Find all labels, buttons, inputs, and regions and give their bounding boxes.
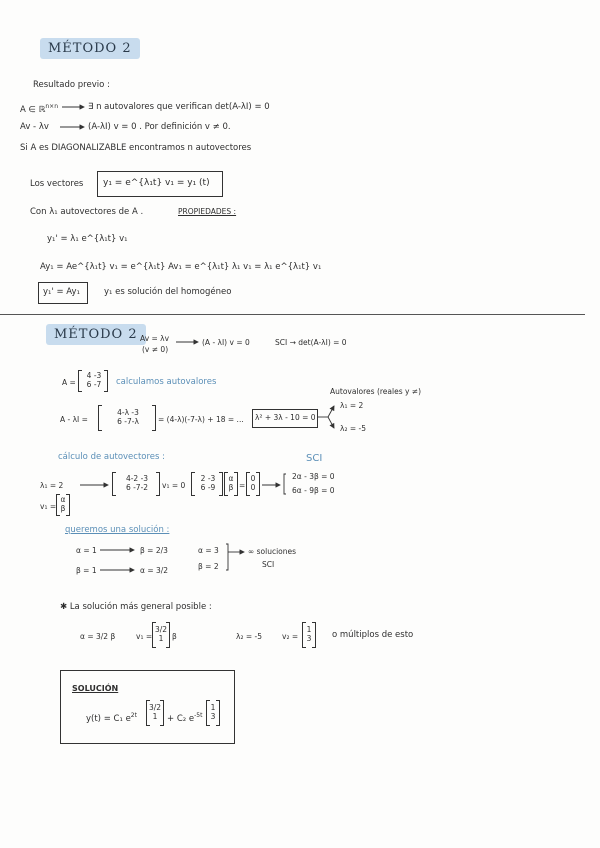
deriv-1: y₁' = λ₁ e^{λ₁t} v₁ <box>47 234 128 244</box>
AminusL-label: A - λI = <box>60 415 88 424</box>
equals-sign: = <box>239 481 246 490</box>
beta-factor: β <box>172 632 177 641</box>
lambda1-value: λ₁ = 2 <box>340 401 364 410</box>
system-eq-1: 2α - 3β = 0 <box>292 472 335 481</box>
arrow-4b <box>328 417 334 428</box>
sci-note: SCI <box>262 560 275 569</box>
AminusL-matrix: 4-λ -3 6 -7-λ <box>117 408 139 426</box>
v1b-label: v₁ = <box>136 632 153 641</box>
choice-1-result: β = 2/3 <box>140 546 168 555</box>
top-eq-1: Av = λv <box>140 334 170 343</box>
top-eq-4: SCI → det(A-λI) = 0 <box>275 338 347 347</box>
lambda1-eq: λ₁ = 2 <box>40 481 64 490</box>
v1-eq: v₁ = 0 <box>162 481 186 490</box>
v2-label: v₂ = <box>282 632 299 641</box>
lambda2-value: λ₂ = -5 <box>340 424 366 433</box>
calculamos-autovalores: calculamos autovalores <box>116 377 217 387</box>
line2-b: (A-λI) v = 0 . Por definición v ≠ 0. <box>88 122 231 132</box>
lambda2-eq: λ₂ = -5 <box>236 632 262 641</box>
top-eq-3: (A - λI) v = 0 <box>202 338 250 347</box>
line1-a: A ∈ ℝ$^{n\times n}$ <box>20 103 58 115</box>
matrix-reduced: 2 -3 6 -9 <box>200 474 216 492</box>
alpha-equation: α = 3/2 β <box>80 632 116 641</box>
infinite-solutions: ∞ soluciones <box>248 547 297 556</box>
system-brace <box>284 474 286 494</box>
v1-vector: α β <box>60 495 66 513</box>
solution-title: SOLUCIÓN <box>72 684 119 693</box>
arrow-4a <box>328 406 334 417</box>
section1-title: MÉTODO 2 <box>40 38 140 59</box>
choice-brace <box>226 544 228 570</box>
choice-2-result: α = 3/2 <box>140 566 169 575</box>
A-label: A = <box>62 378 76 387</box>
v1-label: v₁ = <box>40 502 57 511</box>
deriv-3-expr: y₁' = Ay₁ <box>43 287 80 297</box>
line1-b: ∃ n autovalores que verifican det(A-λI) = 0 <box>88 102 270 112</box>
top-eq-2: (v ≠ 0) <box>142 345 169 354</box>
autovalores-note: Autovalores (reales y ≠) <box>330 387 422 396</box>
section2-title: MÉTODO 2 <box>46 324 146 345</box>
matrix-lambda1: 4-2 -3 6 -7-2 <box>125 474 149 492</box>
vector-alpha-beta: α β <box>228 474 234 492</box>
solution-vector-1: 3/2 1 <box>148 703 162 721</box>
system-eq-2: 6α - 9β = 0 <box>292 486 335 495</box>
line3: Si A es DIAGONALIZABLE encontramos n autovectores <box>20 143 252 153</box>
A-matrix: 4 -3 6 -7 <box>86 371 102 389</box>
con-autovectores: Con λ₁ autovectores de A . <box>30 207 144 217</box>
sci-label: SCI <box>306 453 323 464</box>
deriv-2: Ay₁ = Ae^{λ₁t} v₁ = e^{λ₁t} Av₁ = e^{λ₁t} λ₁ v₁ = λ₁ e^{λ₁t} v₁ <box>40 262 322 272</box>
choice-4: β = 2 <box>198 562 219 571</box>
line2-a: Av - λv <box>20 122 49 132</box>
vectores-label: Los vectores <box>30 179 84 189</box>
queremos-solucion: queremos una solución : <box>65 525 170 535</box>
choice-1: α = 1 <box>76 546 97 555</box>
solution-term-1: y(t) = C₁ $e^{2t}$ <box>86 712 137 724</box>
solution-term-2: + C₂ $e^{-5t}$ <box>167 712 203 724</box>
vectores-expr: y₁ = e^{λ₁t} v₁ = y₁ (t) <box>103 178 210 188</box>
calculo-autovectores: cálculo de autovectores : <box>58 452 166 462</box>
general-solution-label: ✱ La solución más general posible : <box>60 602 212 612</box>
solution-vector-2: 1 3 <box>210 703 216 721</box>
choice-2: β = 1 <box>76 566 97 575</box>
v1b-vector: 3/2 1 <box>154 625 168 643</box>
choice-3: α = 3 <box>198 546 219 555</box>
det-expression: = (4-λ)(-7-λ) + 18 = ... <box>158 415 244 424</box>
propiedades-label: PROPIEDADES : <box>178 207 237 216</box>
char-poly: λ² + 3λ - 10 = 0 <box>255 413 316 422</box>
vector-zeros: 0 0 <box>250 474 256 492</box>
multiplos-text: o múltiplos de esto <box>332 630 414 640</box>
resultado-previo: Resultado previo : <box>33 80 110 90</box>
v2-vector: 1 3 <box>306 625 312 643</box>
deriv-3-text: y₁ es solución del homogéneo <box>104 287 232 297</box>
